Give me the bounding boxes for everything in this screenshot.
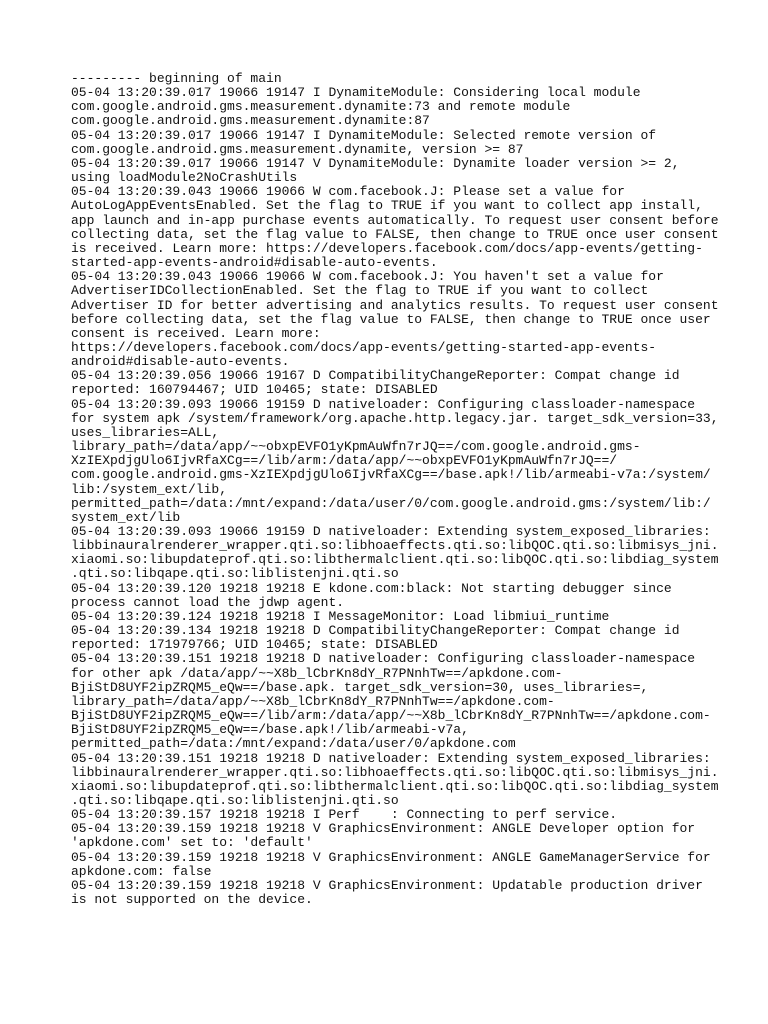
log-line: com.google.android.gms-XzIEXpdjgUlo6IjvRfaXCg==/base.apk!/lib/armeabi-v7a:/system/ (71, 467, 711, 483)
log-line: 05-04 13:20:39.093 19066 19159 D nativeloader: Configuring classloader-namespace (71, 396, 696, 412)
log-line: is not supported on the device. (71, 892, 313, 908)
log-line: process cannot load the jdwp agent. (71, 594, 345, 610)
log-line: 05-04 13:20:39.056 19066 19167 D CompatibilityChangeReporter: Compat change id (71, 368, 680, 384)
log-line: 05-04 13:20:39.043 19066 19066 W com.facebook.J: Please set a value for (71, 184, 625, 200)
log-document (71, 71, 719, 908)
log-line: libbinauralrenderer_wrapper.qti.so:libhoaeffects.qti.so:libQOC.qti.so:libmisys_jni. (71, 764, 719, 780)
log-line: Advertiser ID for better advertising and analytics results. To request user consent (71, 297, 719, 313)
log-line: https://developers.facebook.com/docs/app-events/getting-started-app-events- (71, 339, 657, 355)
log-line: lib:/system_ext/lib, (71, 481, 228, 497)
log-line: library_path=/data/app/~~X8b_lCbrKn8dY_R7PNnhTw==/apkdone.com- (71, 693, 555, 709)
log-line: apkdone.com: false (71, 863, 212, 879)
log-line: android#disable-auto-events. (71, 354, 290, 370)
log-line: 05-04 13:20:39.134 19218 19218 D CompatibilityChangeReporter: Compat change id (71, 623, 680, 639)
log-line: permitted_path=/data:/mnt/expand:/data/user/0/apkdone.com (71, 736, 516, 752)
log-line: BjiStD8UYF2ipZRQM5_eQw==/base.apk. target_sdk_version=30, uses_libraries=, (71, 679, 649, 695)
log-line: 05-04 13:20:39.093 19066 19159 D nativeloader: Extending system_exposed_libraries: (71, 524, 711, 539)
log-line: 05-04 13:20:39.159 19218 19218 V GraphicsEnvironment: Updatable production driver (71, 877, 703, 893)
log-line: 05-04 13:20:39.159 19218 19218 V GraphicsEnvironment: ANGLE GameManagerService for (71, 849, 711, 865)
log-line: 05-04 13:20:39.017 19066 19147 I DynamiteModule: Selected remote version of (71, 127, 657, 143)
log-line: library_path=/data/app/~~obxpEVFO1yKpmAuWfn7rJQ==/com.google.android.gms- (71, 439, 641, 455)
log-line: system_ext/lib (71, 509, 181, 525)
log-line: 05-04 13:20:39.151 19218 19218 D nativeloader: Extending system_exposed_libraries: (71, 750, 711, 766)
log-line: libbinauralrenderer_wrapper.qti.so:libhoaeffects.qti.so:libQOC.qti.so:libmisys_jni. (71, 538, 719, 554)
log-line: 'apkdone.com' set to: 'default' (71, 835, 313, 851)
log-line: reported: 160794467; UID 10465; state: DISABLED (71, 382, 438, 398)
log-line: permitted_path=/data:/mnt/expand:/data/user/0/com.google.android.gms:/system/lib:/ (71, 495, 711, 511)
log-line: consent is received. Learn more: (71, 325, 321, 341)
log-line: for system apk /system/framework/org.apache.http.legacy.jar. target_sdk_version=33, (71, 410, 719, 426)
log-line: using loadModule2NoCrashUtils (71, 170, 298, 186)
log-line: BjiStD8UYF2ipZRQM5_eQw==/lib/arm:/data/app/~~X8b_lCbrKn8dY_R7PNnhTw==/apkdone.com- (71, 708, 711, 724)
log-line: .qti.so:libqape.qti.so:liblistenjni.qti.so (71, 792, 399, 808)
log-line: com.google.android.gms.measurement.dynamite:73 and remote module (71, 99, 571, 115)
log-line: is received. Learn more: https://developers.facebook.com/docs/app-events/getting- (71, 240, 703, 256)
log-line: XzIEXpdjgUlo6IjvRfaXCg==/lib/arm:/data/app/~~obxpEVFO1yKpmAuWfn7rJQ==/ (71, 453, 618, 469)
log-line: reported: 171979766; UID 10465; state: DISABLED (71, 637, 438, 653)
log-line: AdvertiserIDCollectionEnabled. Set the flag to TRUE if you want to collect (71, 283, 649, 299)
log-line: 05-04 13:20:39.017 19066 19147 I DynamiteModule: Considering local module (71, 85, 641, 101)
log-line: 05-04 13:20:39.157 19218 19218 I Perf : Connecting to perf service. (71, 807, 618, 823)
log-line: collecting data, set the flag value to FALSE, then change to TRUE once user consent (71, 226, 719, 242)
log-line: uses_libraries=ALL, (71, 424, 220, 440)
log-line: .qti.so:libqape.qti.so:liblistenjni.qti.so (71, 566, 399, 582)
log-line: for other apk /data/app/~~X8b_lCbrKn8dY_R7PNnhTw==/apkdone.com- (71, 665, 563, 681)
log-line: 05-04 13:20:39.159 19218 19218 V GraphicsEnvironment: ANGLE Developer option for (71, 821, 696, 837)
log-line: 05-04 13:20:39.017 19066 19147 V DynamiteModule: Dynamite loader version >= 2, (71, 155, 680, 171)
log-line: 05-04 13:20:39.151 19218 19218 D nativeloader: Configuring classloader-namespace (71, 651, 696, 667)
log-line: com.google.android.gms.measurement.dynamite, version >= 87 (71, 141, 524, 157)
log-line: xiaomi.so:libupdateprof.qti.so:libthermalclient.qti.so:libQOC.qti.so:libdiag_system (71, 778, 719, 794)
log-line: BjiStD8UYF2ipZRQM5_eQw==/base.apk!/lib/armeabi-v7a, (71, 722, 469, 738)
log-line: xiaomi.so:libupdateprof.qti.so:libthermalclient.qti.so:libQOC.qti.so:libdiag_system (71, 552, 719, 568)
log-line: app launch and in-app purchase events automatically. To request user consent before (71, 212, 719, 228)
log-line: com.google.android.gms.measurement.dynamite:87 (71, 113, 430, 129)
log-line: AutoLogAppEventsEnabled. Set the flag to TRUE if you want to collect app install, (71, 198, 703, 214)
log-line: 05-04 13:20:39.043 19066 19066 W com.facebook.J: You haven't set a value for (71, 269, 664, 285)
log-line: --------- beginning of main (71, 71, 282, 86)
log-line: started-app-events-android#disable-auto-events. (71, 255, 438, 271)
log-line: 05-04 13:20:39.124 19218 19218 I MessageMonitor: Load libmiui_runtime (71, 608, 610, 624)
log-line: before collecting data, set the flag value to FALSE, then change to TRUE once user (71, 311, 711, 327)
log-line: 05-04 13:20:39.120 19218 19218 E kdone.com:black: Not starting debugger since (71, 580, 672, 596)
